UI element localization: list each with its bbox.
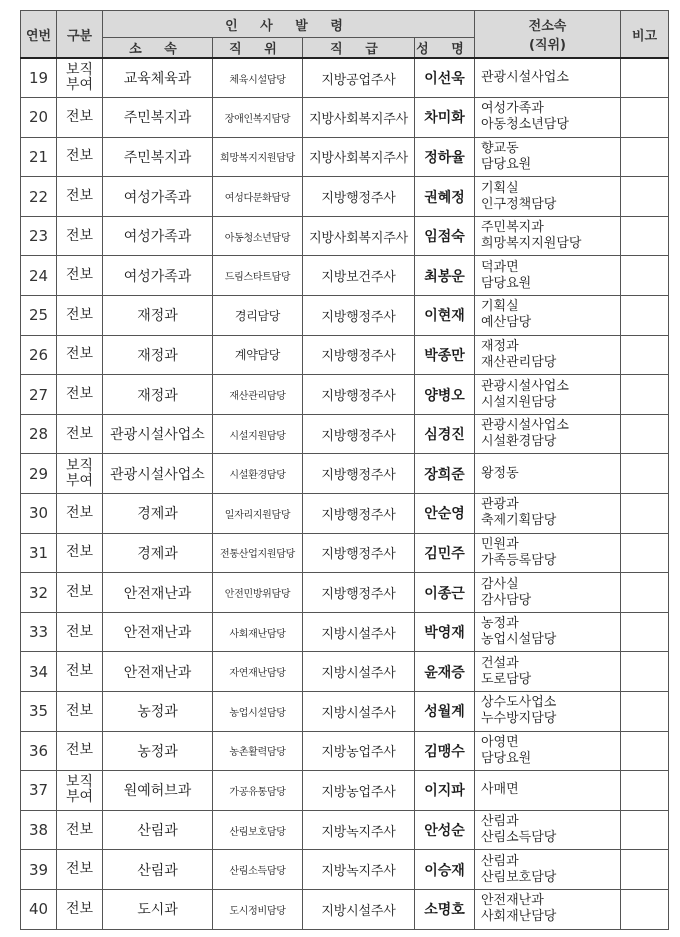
row-previous-dept-line: 시설지원담당 [481, 394, 557, 410]
table-row [21, 98, 669, 138]
row-previous-dept [475, 612, 621, 652]
row-name: 이선욱 [415, 58, 475, 98]
row-note [621, 652, 669, 692]
row-number: 29 [21, 454, 57, 494]
row-note [621, 137, 669, 177]
row-department: 안전재난과 [103, 652, 213, 692]
row-previous-dept [475, 216, 621, 256]
row-note [621, 573, 669, 613]
row-previous-dept-line: 아영면 [481, 734, 519, 750]
row-position: 안전민방위담당 [213, 573, 303, 613]
row-position: 시설지원담당 [213, 414, 303, 454]
row-position: 가공유통담당 [213, 771, 303, 811]
row-kind-line: 전보 [65, 386, 94, 403]
row-previous-dept [475, 414, 621, 454]
row-name: 안성순 [415, 810, 475, 850]
row-department: 관광시설사업소 [103, 414, 213, 454]
row-previous-dept-line: 민원과 [481, 536, 519, 552]
row-number: 23 [21, 216, 57, 256]
table-row [21, 810, 669, 850]
row-name: 최봉운 [415, 256, 475, 296]
row-previous-dept-line: 시설환경담당 [481, 434, 557, 450]
row-position: 장애인복지담당 [213, 98, 303, 138]
row-position: 여성다문화담당 [213, 177, 303, 217]
row-department: 원예허브과 [103, 771, 213, 811]
personnel-order-sheet [20, 10, 668, 930]
row-previous-dept [475, 533, 621, 573]
row-previous-dept-line: 기획실 [481, 299, 519, 315]
row-grade: 지방행정주사 [303, 454, 415, 494]
row-kind-line: 전보 [65, 544, 94, 561]
row-previous-dept-line: 농업시설담당 [481, 632, 557, 648]
row-note [621, 533, 669, 573]
row-number: 35 [21, 692, 57, 732]
row-number: 32 [21, 573, 57, 613]
row-previous-dept-line: 사매면 [481, 782, 519, 798]
row-note [621, 731, 669, 771]
table-row [21, 533, 669, 573]
row-kind-line: 전보 [65, 346, 94, 363]
row-name: 김민주 [415, 533, 475, 573]
row-kind-line: 전보 [65, 108, 94, 125]
table-row [21, 414, 669, 454]
row-department: 재정과 [103, 296, 213, 336]
row-previous-dept-line: 산림과 [481, 853, 519, 869]
row-note [621, 494, 669, 534]
row-previous-dept-line: 관광시설사업소 [481, 70, 569, 86]
row-name: 박영재 [415, 612, 475, 652]
row-previous-dept-line: 관광시설사업소 [481, 378, 569, 394]
row-number: 28 [21, 414, 57, 454]
row-position: 재산관리담당 [213, 375, 303, 415]
table-row [21, 335, 669, 375]
row-grade: 지방시설주사 [303, 692, 415, 732]
header-grade: 직 급 [303, 38, 415, 59]
table-row [21, 494, 669, 534]
table-row [21, 850, 669, 890]
row-previous-dept [475, 335, 621, 375]
row-previous-dept-line: 감사담당 [481, 592, 532, 608]
row-previous-dept [475, 731, 621, 771]
row-previous-dept-line: 향교동 [481, 140, 519, 156]
row-grade: 지방행정주사 [303, 533, 415, 573]
row-kind-line: 전보 [65, 188, 94, 205]
row-kind [57, 533, 103, 573]
row-grade: 지방공업주사 [303, 58, 415, 98]
row-grade: 지방녹지주사 [303, 850, 415, 890]
row-grade: 지방행정주사 [303, 177, 415, 217]
row-previous-dept-line: 주민복지과 [481, 220, 544, 236]
header-dept: 소 속 [103, 38, 213, 59]
row-position: 일자리지원담당 [213, 494, 303, 534]
row-kind-line: 전보 [65, 425, 94, 442]
table-row [21, 216, 669, 256]
row-number: 39 [21, 850, 57, 890]
table-row [21, 296, 669, 336]
row-note [621, 256, 669, 296]
row-grade: 지방행정주사 [303, 335, 415, 375]
row-grade: 지방행정주사 [303, 375, 415, 415]
row-previous-dept [475, 573, 621, 613]
row-department: 경제과 [103, 494, 213, 534]
row-grade: 지방농업주사 [303, 771, 415, 811]
row-kind [57, 414, 103, 454]
row-note [621, 177, 669, 217]
row-kind-line: 전보 [65, 148, 94, 165]
row-name: 장희준 [415, 454, 475, 494]
row-kind-line: 전보 [65, 821, 94, 838]
row-previous-dept-line: 관광시설사업소 [481, 418, 569, 434]
row-grade: 지방시설주사 [303, 652, 415, 692]
row-previous-dept [475, 889, 621, 929]
row-kind-line: 부여 [65, 789, 94, 806]
row-kind-line: 보직 [65, 774, 94, 791]
row-note [621, 335, 669, 375]
row-previous-dept-line: 안전재난과 [481, 893, 544, 909]
row-department: 재정과 [103, 375, 213, 415]
row-previous-dept-line: 인구정책담당 [481, 196, 557, 212]
row-kind-line: 부여 [65, 77, 94, 94]
row-department: 재정과 [103, 335, 213, 375]
row-number: 36 [21, 731, 57, 771]
row-kind [57, 335, 103, 375]
row-number: 40 [21, 889, 57, 929]
row-grade: 지방시설주사 [303, 889, 415, 929]
row-name: 박종만 [415, 335, 475, 375]
row-kind [57, 612, 103, 652]
row-department: 여성가족과 [103, 256, 213, 296]
row-kind [57, 889, 103, 929]
row-previous-dept-line: 사회재난담당 [481, 909, 557, 925]
row-position: 경리담당 [213, 296, 303, 336]
row-number: 27 [21, 375, 57, 415]
row-department: 관광시설사업소 [103, 454, 213, 494]
row-previous-dept [475, 771, 621, 811]
row-name: 김맹수 [415, 731, 475, 771]
table-body [21, 58, 669, 929]
header-previous-dept [475, 11, 621, 59]
row-name: 소명호 [415, 889, 475, 929]
row-number: 34 [21, 652, 57, 692]
row-previous-dept-line: 산림보호담당 [481, 869, 557, 885]
row-name: 심경진 [415, 414, 475, 454]
row-department: 여성가족과 [103, 216, 213, 256]
row-note [621, 454, 669, 494]
row-previous-dept [475, 652, 621, 692]
row-position: 드림스타트담당 [213, 256, 303, 296]
row-previous-dept-line: 담당요원 [481, 275, 532, 291]
row-name: 권혜정 [415, 177, 475, 217]
table-header [21, 11, 669, 59]
row-number: 25 [21, 296, 57, 336]
row-number: 37 [21, 771, 57, 811]
row-name: 성월계 [415, 692, 475, 732]
table-row [21, 375, 669, 415]
row-grade: 지방사회복지주사 [303, 137, 415, 177]
table-row [21, 58, 669, 98]
row-name: 정하율 [415, 137, 475, 177]
row-grade: 지방행정주사 [303, 494, 415, 534]
row-name: 이현재 [415, 296, 475, 336]
table-row [21, 612, 669, 652]
row-number: 21 [21, 137, 57, 177]
table-row [21, 771, 669, 811]
row-kind [57, 256, 103, 296]
row-name: 윤재증 [415, 652, 475, 692]
header-name: 성 명 [415, 38, 475, 59]
row-kind-line: 전보 [65, 306, 94, 323]
row-previous-dept-line: 산림과 [481, 814, 519, 830]
row-kind-line: 전보 [65, 623, 94, 640]
row-grade: 지방행정주사 [303, 296, 415, 336]
row-department: 여성가족과 [103, 177, 213, 217]
row-previous-dept-line: 담당요원 [481, 156, 532, 172]
row-department: 산림과 [103, 810, 213, 850]
row-kind [57, 731, 103, 771]
row-department: 주민복지과 [103, 137, 213, 177]
table-row [21, 652, 669, 692]
table-row [21, 256, 669, 296]
row-kind-line: 전보 [65, 504, 94, 521]
row-position: 자연재난담당 [213, 652, 303, 692]
row-previous-dept-line: 기획실 [481, 180, 519, 196]
row-department: 농정과 [103, 731, 213, 771]
row-previous-dept [475, 375, 621, 415]
row-number: 38 [21, 810, 57, 850]
row-name: 안순영 [415, 494, 475, 534]
row-previous-dept-line: 축제기획담당 [481, 513, 557, 529]
row-kind-line: 전보 [65, 663, 94, 680]
row-kind [57, 652, 103, 692]
row-department: 경제과 [103, 533, 213, 573]
row-department: 도시과 [103, 889, 213, 929]
row-number: 20 [21, 98, 57, 138]
row-position: 산림소득담당 [213, 850, 303, 890]
row-previous-dept-line: 여성가족과 [481, 101, 544, 117]
row-position: 계약담당 [213, 335, 303, 375]
row-number: 26 [21, 335, 57, 375]
row-kind-line: 전보 [65, 861, 94, 878]
row-grade: 지방보건주사 [303, 256, 415, 296]
row-name: 차미화 [415, 98, 475, 138]
header-kind: 구분 [57, 11, 103, 59]
row-kind-line: 전보 [65, 227, 94, 244]
row-previous-dept [475, 98, 621, 138]
row-name: 이지파 [415, 771, 475, 811]
row-kind [57, 850, 103, 890]
row-position: 산림보호담당 [213, 810, 303, 850]
row-previous-dept-line: 담당요원 [481, 750, 532, 766]
row-previous-dept-line: 가족등록담당 [481, 552, 557, 568]
row-note [621, 296, 669, 336]
row-kind [57, 454, 103, 494]
row-previous-dept-line: 누수방지담당 [481, 711, 557, 727]
row-position: 농업시설담당 [213, 692, 303, 732]
row-note [621, 850, 669, 890]
row-note [621, 889, 669, 929]
row-kind-line: 전보 [65, 267, 94, 284]
row-name: 이승재 [415, 850, 475, 890]
row-note [621, 692, 669, 732]
header-previous-dept-line1: 전소속 [528, 19, 567, 34]
row-note [621, 375, 669, 415]
row-kind [57, 771, 103, 811]
row-previous-dept-line: 희망복지지원담당 [481, 236, 582, 252]
row-number: 31 [21, 533, 57, 573]
row-kind [57, 692, 103, 732]
row-kind [57, 494, 103, 534]
row-note [621, 58, 669, 98]
row-note [621, 414, 669, 454]
row-position: 농촌활력담당 [213, 731, 303, 771]
row-number: 19 [21, 58, 57, 98]
row-number: 24 [21, 256, 57, 296]
row-note [621, 810, 669, 850]
row-previous-dept [475, 58, 621, 98]
row-kind [57, 137, 103, 177]
row-department: 농정과 [103, 692, 213, 732]
row-previous-dept-line: 덕과면 [481, 259, 519, 275]
row-previous-dept-line: 아동청소년담당 [481, 117, 569, 133]
row-previous-dept [475, 137, 621, 177]
row-previous-dept [475, 850, 621, 890]
row-previous-dept [475, 692, 621, 732]
row-position: 시설환경담당 [213, 454, 303, 494]
row-position: 체육시설담당 [213, 58, 303, 98]
row-previous-dept [475, 454, 621, 494]
row-kind [57, 573, 103, 613]
header-no: 연번 [21, 11, 57, 59]
table-row [21, 889, 669, 929]
row-previous-dept [475, 810, 621, 850]
row-previous-dept [475, 494, 621, 534]
row-position: 전통산업지원담당 [213, 533, 303, 573]
table-row [21, 692, 669, 732]
row-position: 사회재난담당 [213, 612, 303, 652]
table-row [21, 137, 669, 177]
row-kind [57, 216, 103, 256]
table-row [21, 731, 669, 771]
header-note: 비고 [621, 11, 669, 59]
row-note [621, 216, 669, 256]
row-grade: 지방사회복지주사 [303, 216, 415, 256]
row-kind [57, 177, 103, 217]
header-position: 직 위 [213, 38, 303, 59]
row-previous-dept [475, 296, 621, 336]
row-previous-dept-line: 왕정동 [481, 465, 519, 481]
row-department: 주민복지과 [103, 98, 213, 138]
row-position: 아동청소년담당 [213, 216, 303, 256]
row-grade: 지방농업주사 [303, 731, 415, 771]
row-number: 30 [21, 494, 57, 534]
row-note [621, 98, 669, 138]
row-kind [57, 98, 103, 138]
row-previous-dept-line: 감사실 [481, 576, 519, 592]
row-previous-dept-line: 산림소득담당 [481, 830, 557, 846]
row-kind [57, 375, 103, 415]
row-grade: 지방행정주사 [303, 573, 415, 613]
row-previous-dept [475, 177, 621, 217]
table-row [21, 177, 669, 217]
row-note [621, 771, 669, 811]
row-department: 교육체육과 [103, 58, 213, 98]
row-name: 이종근 [415, 573, 475, 613]
row-previous-dept-line: 상수도사업소 [481, 695, 557, 711]
row-grade: 지방사회복지주사 [303, 98, 415, 138]
row-name: 양병오 [415, 375, 475, 415]
header-order-group: 인 사 발 령 [103, 11, 475, 38]
row-position: 도시정비담당 [213, 889, 303, 929]
row-previous-dept-line: 농정과 [481, 616, 519, 632]
row-department: 안전재난과 [103, 573, 213, 613]
row-name: 임점숙 [415, 216, 475, 256]
row-kind-line: 전보 [65, 584, 94, 601]
row-previous-dept-line: 도로담당 [481, 671, 532, 687]
row-kind-line: 전보 [65, 742, 94, 759]
row-previous-dept-line: 재산관리담당 [481, 354, 557, 370]
row-department: 산림과 [103, 850, 213, 890]
row-kind-line: 보직 [65, 457, 94, 474]
row-previous-dept-line: 건설과 [481, 655, 519, 671]
row-previous-dept-line: 예산담당 [481, 315, 532, 331]
row-position: 희망복지지원담당 [213, 137, 303, 177]
row-kind [57, 296, 103, 336]
row-kind [57, 58, 103, 98]
row-previous-dept [475, 256, 621, 296]
row-number: 22 [21, 177, 57, 217]
row-grade: 지방녹지주사 [303, 810, 415, 850]
row-previous-dept-line: 관광과 [481, 497, 519, 513]
header-previous-dept-line2: (직위) [529, 38, 566, 53]
row-note [621, 612, 669, 652]
row-previous-dept-line: 재정과 [481, 338, 519, 354]
row-kind-line: 보직 [65, 62, 94, 79]
table-row [21, 573, 669, 613]
row-number: 33 [21, 612, 57, 652]
row-kind-line: 전보 [65, 900, 94, 917]
row-grade: 지방행정주사 [303, 414, 415, 454]
row-department: 안전재난과 [103, 612, 213, 652]
table-row [21, 454, 669, 494]
row-kind [57, 810, 103, 850]
row-kind-line: 전보 [65, 702, 94, 719]
row-grade: 지방시설주사 [303, 612, 415, 652]
personnel-order-table [20, 10, 669, 930]
row-kind-line: 부여 [65, 472, 94, 489]
